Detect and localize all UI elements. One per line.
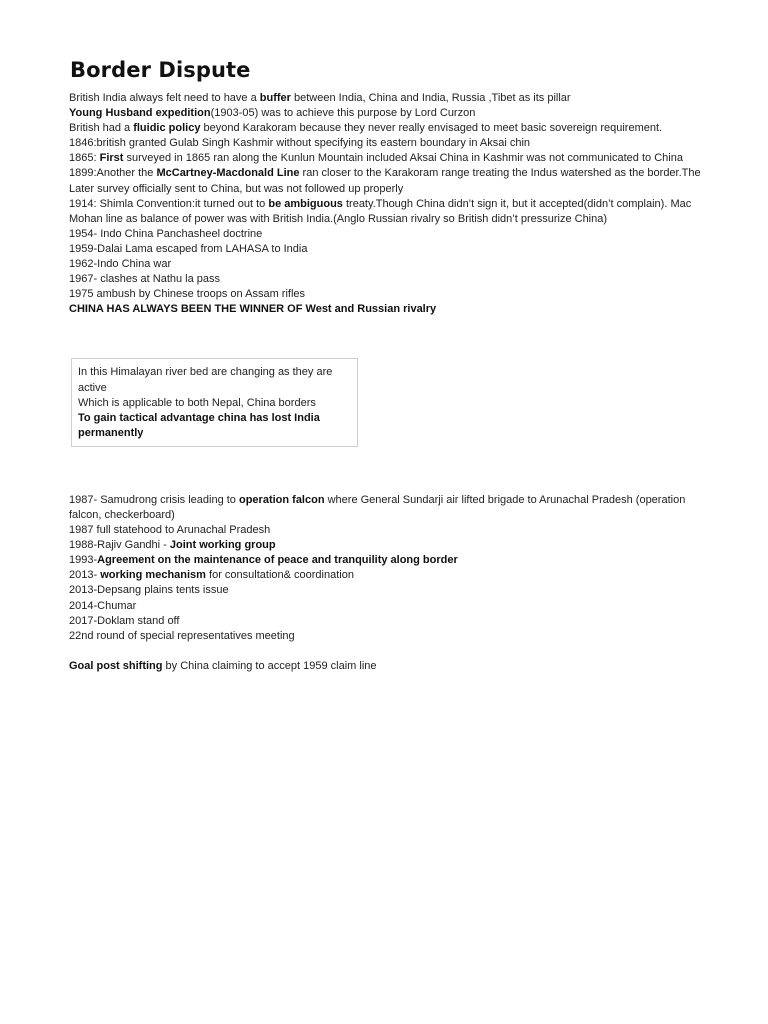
text-span: 1899:Another the xyxy=(69,167,157,180)
text-span: 1962-Indo China war xyxy=(69,258,172,271)
text-span: 1967- clashes at Nathu la pass xyxy=(69,273,221,286)
text-span: 1914: Shimla Convention:it turned out to xyxy=(69,197,269,210)
history-section xyxy=(69,91,709,317)
timeline-section xyxy=(69,493,709,674)
bold-text: Joint working group xyxy=(169,539,276,552)
text-span: 1954- Indo China Panchasheel doctrine xyxy=(69,227,263,240)
bold-text: To gain tactical advantage china has lost India permanently xyxy=(78,411,320,439)
text-span: 2014-Chumar xyxy=(69,599,137,612)
bold-text: working mechanism xyxy=(100,569,206,582)
text-line xyxy=(69,197,709,227)
text-line xyxy=(69,568,709,583)
text-span: (1903-05) was to achieve this purpose by Lord Curzon xyxy=(210,107,476,120)
text-line xyxy=(69,257,709,272)
text-span: 1959-Dalai Lama escaped from LAHASA to India xyxy=(69,242,308,255)
text-line xyxy=(69,523,709,538)
text-line xyxy=(69,659,709,674)
text-line xyxy=(69,151,709,166)
text-span: beyond Karakoram because they never really envisaged to meet basic sovereign requirement. xyxy=(200,122,663,135)
text-span: 1987 full statehood to Arunachal Pradesh xyxy=(69,524,271,537)
note-box xyxy=(71,358,358,446)
note-line xyxy=(78,365,350,395)
text-span: British had a xyxy=(69,122,134,135)
text-span: treaty.Though China didn’t sign it, but it accepted(didn’t complain). Mac Mohan line as balance of power was with British India.(Anglo Russian rivalry so British didn’t pressurize China) xyxy=(69,197,692,225)
text-span: 1993- xyxy=(69,554,98,567)
note-line xyxy=(78,411,350,441)
bold-text: First xyxy=(99,152,124,165)
text-line xyxy=(69,583,709,598)
bold-text: McCartney-Macdonald Line xyxy=(156,167,300,180)
text-line xyxy=(69,302,709,317)
bold-text: buffer xyxy=(259,92,291,104)
bold-text: Young Husband expedition xyxy=(69,107,211,120)
text-line xyxy=(69,136,709,151)
text-span: 1987- Samudrong crisis leading to xyxy=(69,493,239,506)
text-span: 2013- xyxy=(69,569,101,582)
text-span: Which is applicable to both Nepal, China borders xyxy=(78,396,316,409)
text-line xyxy=(69,553,709,568)
text-line xyxy=(69,599,709,614)
text-line xyxy=(69,242,709,257)
text-line xyxy=(69,227,709,242)
text-span: by China claiming to accept 1959 claim line xyxy=(162,659,377,672)
text-line xyxy=(69,91,709,106)
text-line xyxy=(69,106,709,121)
bold-text: Goal post shifting xyxy=(69,659,163,672)
text-span: for consultation& coordination xyxy=(205,569,354,582)
text-line xyxy=(69,287,709,302)
text-span: where General Sundarji air lifted brigade to Arunachal Pradesh (operation falcon, checkerboard) xyxy=(69,493,686,521)
text-span: 1975 ambush by Chinese troops on Assam rifles xyxy=(69,288,306,301)
text-line xyxy=(69,629,709,644)
page-title: Border Dispute xyxy=(70,58,251,82)
text-line xyxy=(69,538,709,553)
bold-text: operation falcon xyxy=(238,493,325,506)
text-line xyxy=(69,166,709,196)
text-span: between India, China and India, Russia ,Tibet as its pillar xyxy=(290,92,571,104)
text-line xyxy=(69,272,709,287)
text-span: surveyed in 1865 ran along the Kunlun Mountain included Aksai China in Kashmir was not communicated to China xyxy=(123,152,683,165)
text-line xyxy=(69,493,709,523)
text-span: 1846:british granted Gulab Singh Kashmir without specifying its eastern boundary in Aksai chin xyxy=(69,137,531,150)
note-line xyxy=(78,396,350,411)
bold-text: CHINA HAS ALWAYS BEEN THE WINNER OF West and Russian rivalry xyxy=(69,303,437,316)
text-span: ran closer to the Karakoram range treating the Indus watershed as the border.The Later survey officially sent to China, but was not followed up properly xyxy=(69,167,701,195)
text-line xyxy=(69,121,709,136)
text-span: 2017-Doklam stand off xyxy=(69,614,180,627)
paragraph-gap xyxy=(69,644,709,659)
text-span: 2013-Depsang plains tents issue xyxy=(69,584,229,597)
text-span: British India always felt need to have a xyxy=(69,92,260,104)
text-span: 1988-Rajiv Gandhi - xyxy=(69,539,170,552)
text-line xyxy=(69,614,709,629)
bold-text: be ambiguous xyxy=(268,197,343,210)
text-span: 1865: xyxy=(69,152,100,165)
bold-text: Agreement on the maintenance of peace and tranquility along border xyxy=(97,554,458,567)
document-page xyxy=(69,58,709,674)
text-span: 22nd round of special representatives meeting xyxy=(69,629,295,642)
text-span: In this Himalayan river bed are changing as they are active xyxy=(78,366,333,394)
bold-text: fluidic policy xyxy=(133,122,201,135)
